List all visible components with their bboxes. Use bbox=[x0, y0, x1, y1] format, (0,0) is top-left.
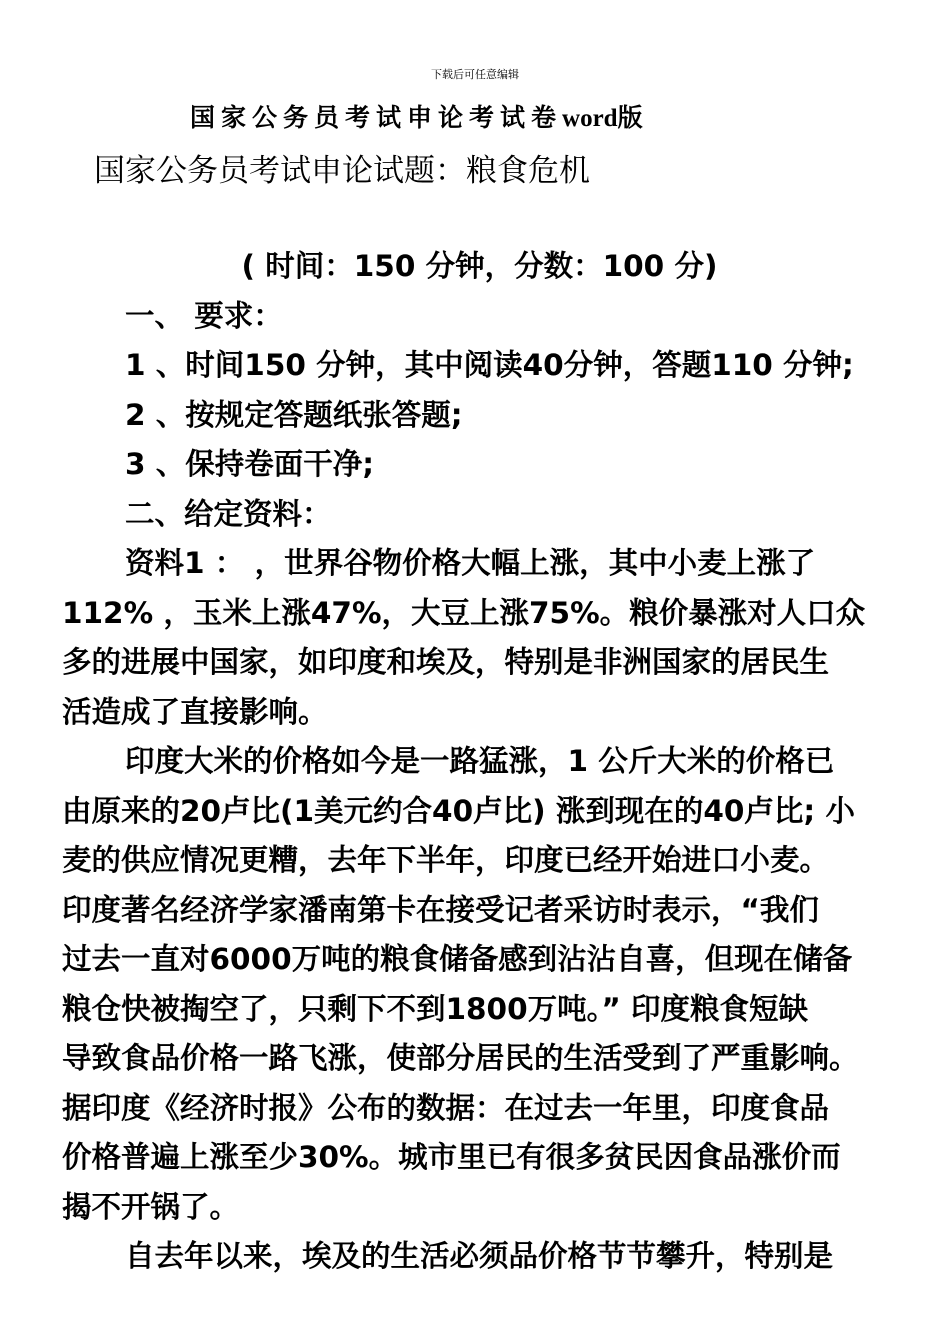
paragraph-line: 自去年以来，埃及的生活必须品价格节节攀升，特别是 bbox=[125, 1239, 834, 1273]
paragraph-line: 过去一直对6000万吨的粮食储备感到沾沾自喜，但现在储备 bbox=[62, 942, 853, 976]
document-title-cn: 国家公务员考试申论考试卷 bbox=[190, 103, 563, 132]
paragraph-line: 印度大米的价格如今是一路猛涨，1 公斤大米的价格已 bbox=[125, 744, 835, 778]
document-title bbox=[190, 98, 649, 134]
requirement-item: 1 、时间150 分钟，其中阅读40分钟，答题110 分钟; bbox=[125, 348, 854, 382]
requirement-item: 2 、按规定答题纸张答题; bbox=[125, 397, 463, 432]
document-title-tail: 版 bbox=[617, 103, 649, 132]
paragraph-line: 印度著名经济学家潘南第卡在接受记者采访时表示，“我们 bbox=[62, 892, 819, 927]
paragraph-line: 揭不开锅了。 bbox=[62, 1189, 240, 1224]
section-heading-materials: 二、给定资料： bbox=[125, 496, 332, 531]
paragraph-line: 麦的供应情况更糟，去年下半年，印度已经开始进口小麦。 bbox=[62, 843, 830, 877]
document-title-latin: word bbox=[562, 105, 618, 132]
paragraph-line: 资料1 ： ，世界谷物价格大幅上涨，其中小麦上涨了 bbox=[125, 546, 816, 580]
paragraph-line: 据印度《经济时报》公布的数据：在过去一年里，印度食品 bbox=[62, 1090, 830, 1125]
paper-heading: 国家公务员考试申论试题：粮食危机 bbox=[94, 153, 590, 189]
paragraph-line: 112% ，玉米上涨47%，大豆上涨75%。粮价暴涨对人口众 bbox=[62, 595, 866, 630]
section-heading-requirements: 一、 要求： bbox=[125, 298, 283, 333]
exam-info-line: ( 时间：150 分钟，分数：100 分) bbox=[241, 249, 718, 283]
paragraph-line: 导致食品价格一路飞涨，使部分居民的生活受到了严重影响。 bbox=[62, 1041, 859, 1075]
paragraph-line: 由原来的20卢比(1美元约合40卢比) 涨到现在的40卢比; 小 bbox=[62, 793, 855, 828]
header-note: 下载后可任意编辑 bbox=[431, 68, 519, 81]
paragraph-line: 活造成了直接影响。 bbox=[62, 694, 328, 729]
requirement-item: 3 、保持卷面干净; bbox=[125, 447, 375, 481]
document-body bbox=[62, 242, 897, 1282]
paragraph-line: 粮仓快被掏空了，只剩下不到1800万吨。” 印度粮食短缺 bbox=[62, 991, 809, 1026]
paragraph-line: 价格普遍上涨至少30%。城市里已有很多贫民因食品涨价而 bbox=[62, 1140, 841, 1174]
paragraph-line: 多的进展中国家，如印度和埃及，特别是非洲国家的居民生 bbox=[62, 645, 830, 679]
